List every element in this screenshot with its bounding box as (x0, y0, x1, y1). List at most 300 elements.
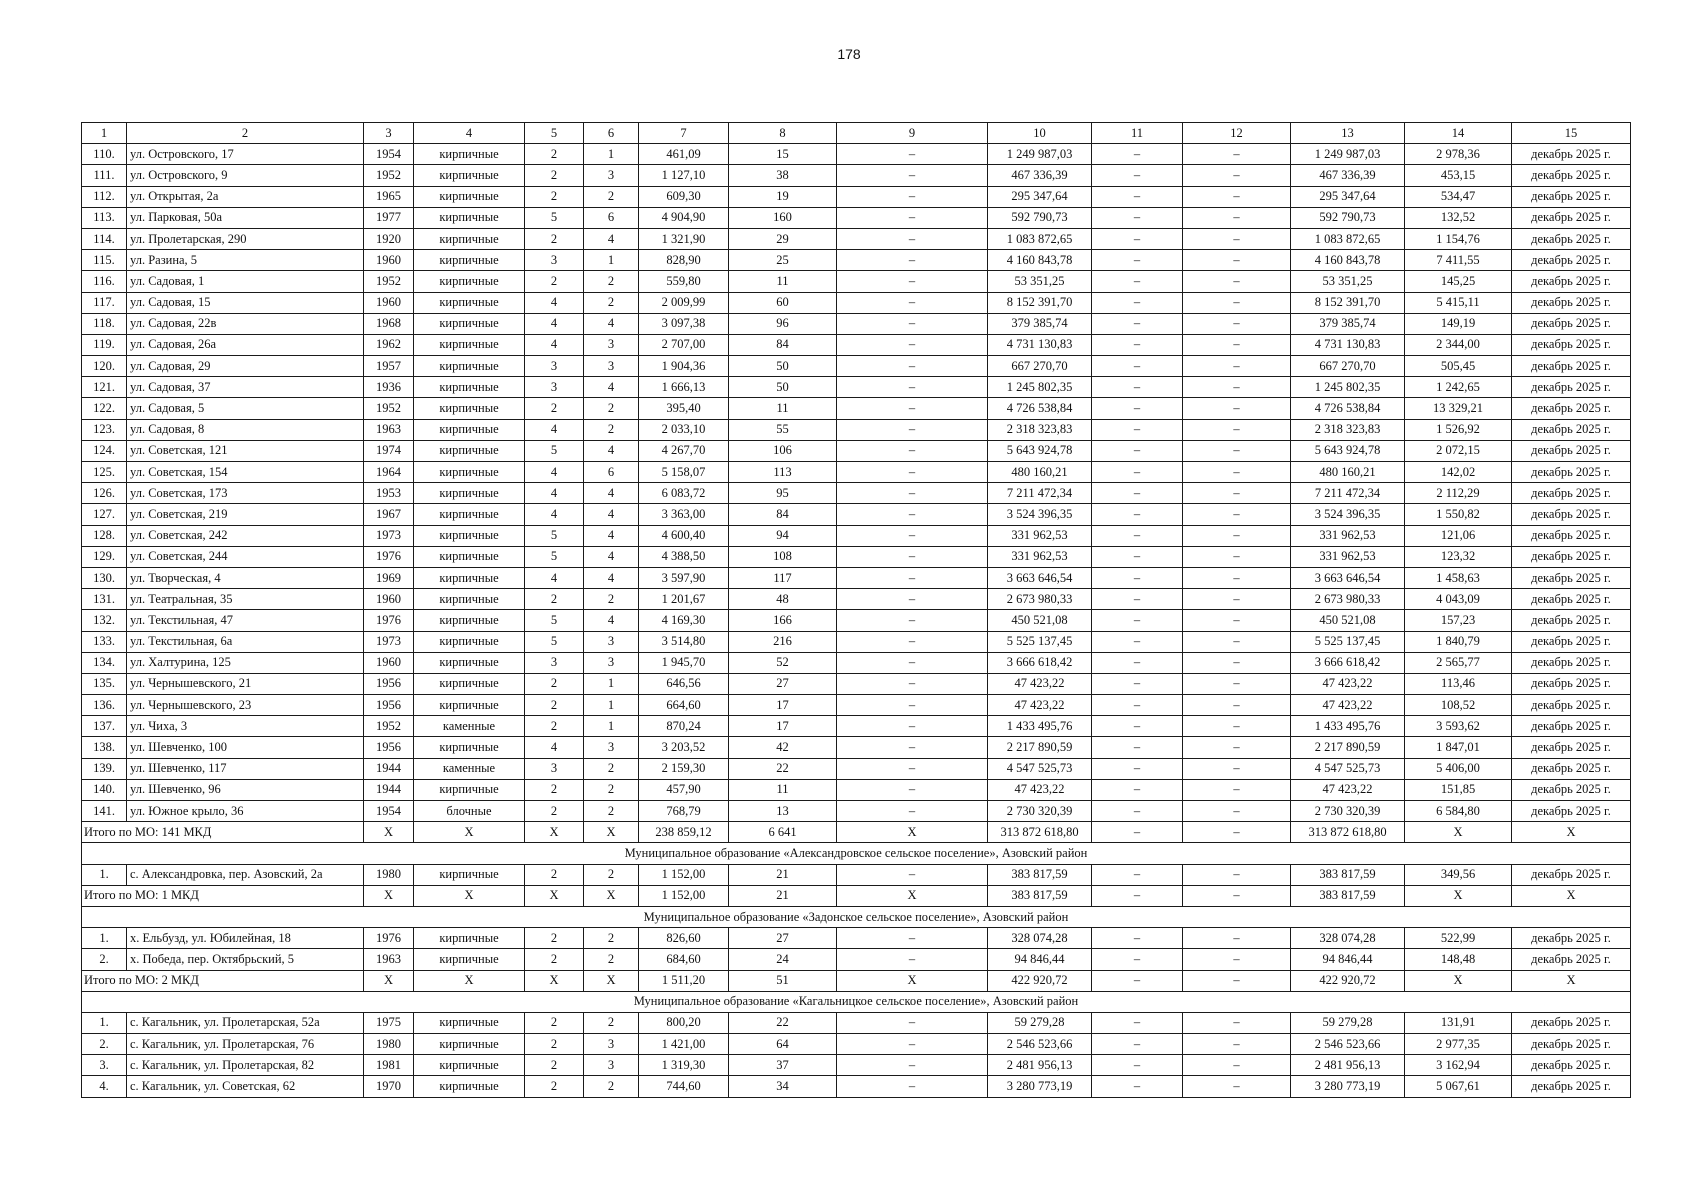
table-cell: – (837, 695, 988, 716)
table-cell: – (1092, 652, 1183, 673)
table-cell: – (1183, 462, 1291, 483)
table-cell: декабрь 2025 г. (1512, 567, 1631, 588)
table-cell: – (1183, 377, 1291, 398)
table-cell: – (1092, 525, 1183, 546)
table-cell: декабрь 2025 г. (1512, 440, 1631, 461)
table-cell: 461,09 (639, 144, 729, 165)
total-cell: X (584, 885, 639, 906)
table-cell: 1 083 872,65 (988, 228, 1092, 249)
table-cell: 38 (729, 165, 837, 186)
row-index: 1. (82, 1012, 127, 1033)
column-number-2: 2 (127, 123, 364, 144)
table-cell: кирпичные (414, 589, 525, 610)
total-cell: X (364, 970, 414, 991)
table-cell: 34 (729, 1076, 837, 1097)
table-cell: 55 (729, 419, 837, 440)
table-cell: 3 666 618,42 (1291, 652, 1405, 673)
table-row (82, 1012, 1631, 1033)
table-cell: кирпичные (414, 419, 525, 440)
table-cell: – (837, 801, 988, 822)
table-cell: 4 731 130,83 (988, 334, 1092, 355)
table-cell: 21 (729, 864, 837, 885)
table-row (82, 864, 1631, 885)
row-index: 1. (82, 864, 127, 885)
table-cell: 1 319,30 (639, 1055, 729, 1076)
table-cell: кирпичные (414, 546, 525, 567)
table-cell: 3 (584, 652, 639, 673)
table-cell: 1954 (364, 801, 414, 822)
row-index: 1. (82, 928, 127, 949)
table-cell: – (1183, 949, 1291, 970)
table-cell: – (1092, 398, 1183, 419)
table-cell: декабрь 2025 г. (1512, 801, 1631, 822)
row-index: 136. (82, 695, 127, 716)
address-cell: ул. Островского, 9 (127, 165, 364, 186)
row-index: 2. (82, 949, 127, 970)
table-cell: декабрь 2025 г. (1512, 292, 1631, 313)
table-cell: – (837, 186, 988, 207)
table-cell: 121,06 (1405, 525, 1512, 546)
table-cell: – (837, 1055, 988, 1076)
table-cell: – (1183, 313, 1291, 334)
table-cell: – (1092, 144, 1183, 165)
table-cell: 1 245 802,35 (988, 377, 1092, 398)
table-cell: 2 481 956,13 (988, 1055, 1092, 1076)
table-cell: 29 (729, 228, 837, 249)
total-cell: 51 (729, 970, 837, 991)
table-cell: 15 (729, 144, 837, 165)
table-cell: – (1092, 419, 1183, 440)
table-cell: 331 962,53 (988, 546, 1092, 567)
row-index: 120. (82, 356, 127, 377)
table-cell: 3 203,52 (639, 737, 729, 758)
table-cell: – (1183, 801, 1291, 822)
table-cell: – (837, 1076, 988, 1097)
table-cell: кирпичные (414, 779, 525, 800)
table-cell: кирпичные (414, 228, 525, 249)
row-index: 135. (82, 673, 127, 694)
table-cell: 2 318 323,83 (1291, 419, 1405, 440)
total-cell: 1 511,20 (639, 970, 729, 991)
table-cell: 2 033,10 (639, 419, 729, 440)
table-cell: 3 663 646,54 (1291, 567, 1405, 588)
table-cell: 37 (729, 1055, 837, 1076)
table-cell: 4 731 130,83 (1291, 334, 1405, 355)
table-row (82, 440, 1631, 461)
table-row (82, 334, 1631, 355)
table-cell: 2 (525, 271, 584, 292)
table-cell: 505,45 (1405, 356, 1512, 377)
address-cell: ул. Разина, 5 (127, 250, 364, 271)
table-cell: – (1092, 165, 1183, 186)
table-cell: 1920 (364, 228, 414, 249)
table-cell: 1952 (364, 271, 414, 292)
total-cell: 21 (729, 885, 837, 906)
row-index: 126. (82, 483, 127, 504)
table-cell: 2 217 890,59 (1291, 737, 1405, 758)
total-cell: X (837, 970, 988, 991)
table-cell: кирпичные (414, 737, 525, 758)
table-cell: кирпичные (414, 144, 525, 165)
section-title: Муниципальное образование «Александровское сельское поселение», Азовский район (82, 843, 1631, 864)
table-cell: 216 (729, 631, 837, 652)
table-cell: 2 (584, 928, 639, 949)
table-cell: 47 423,22 (988, 695, 1092, 716)
address-cell: с. Кагальник, ул. Пролетарская, 76 (127, 1034, 364, 1055)
table-cell: – (1092, 292, 1183, 313)
address-cell: ул. Островского, 17 (127, 144, 364, 165)
table-cell: – (837, 334, 988, 355)
table-cell: – (1183, 398, 1291, 419)
table-cell: 295 347,64 (988, 186, 1092, 207)
row-index: 113. (82, 207, 127, 228)
table-cell: 2 (525, 1012, 584, 1033)
row-index: 133. (82, 631, 127, 652)
table-cell: декабрь 2025 г. (1512, 334, 1631, 355)
table-cell: 1 (584, 695, 639, 716)
table-cell: 1 904,36 (639, 356, 729, 377)
table-cell: 4 726 538,84 (988, 398, 1092, 419)
table-cell: – (1183, 483, 1291, 504)
table-cell: 3 514,80 (639, 631, 729, 652)
address-cell: ул. Советская, 244 (127, 546, 364, 567)
address-cell: ул. Шевченко, 117 (127, 758, 364, 779)
table-cell: 96 (729, 313, 837, 334)
table-cell: 1 154,76 (1405, 228, 1512, 249)
address-cell: х. Победа, пер. Октябрьский, 5 (127, 949, 364, 970)
table-cell: 11 (729, 398, 837, 419)
table-cell: декабрь 2025 г. (1512, 483, 1631, 504)
table-cell: – (1092, 546, 1183, 567)
address-cell: ул. Халтурина, 125 (127, 652, 364, 673)
table-cell: – (1183, 737, 1291, 758)
housing-registry-table (81, 122, 1631, 1098)
table-cell: 4 (525, 504, 584, 525)
table-cell: 11 (729, 271, 837, 292)
table-cell: – (1183, 1055, 1291, 1076)
table-cell: – (837, 779, 988, 800)
table-cell: 3 597,90 (639, 567, 729, 588)
address-cell: с. Кагальник, ул. Пролетарская, 82 (127, 1055, 364, 1076)
table-cell: – (1092, 250, 1183, 271)
table-cell: 149,19 (1405, 313, 1512, 334)
row-index: 117. (82, 292, 127, 313)
table-cell: 2 (525, 1055, 584, 1076)
table-cell: кирпичные (414, 398, 525, 419)
table-row (82, 144, 1631, 165)
table-cell: – (1183, 207, 1291, 228)
table-cell: 667 270,70 (1291, 356, 1405, 377)
table-cell: – (837, 462, 988, 483)
table-cell: 667 270,70 (988, 356, 1092, 377)
table-cell: 2 344,00 (1405, 334, 1512, 355)
table-cell: 331 962,53 (1291, 546, 1405, 567)
table-cell: 1 458,63 (1405, 567, 1512, 588)
table-cell: – (837, 377, 988, 398)
address-cell: ул. Садовая, 5 (127, 398, 364, 419)
table-cell: 1980 (364, 1034, 414, 1055)
table-cell: – (837, 864, 988, 885)
table-cell: 480 160,21 (988, 462, 1092, 483)
table-cell: декабрь 2025 г. (1512, 758, 1631, 779)
table-cell: 3 524 396,35 (1291, 504, 1405, 525)
table-cell: 4 169,30 (639, 610, 729, 631)
table-cell: 4 (584, 546, 639, 567)
total-cell: – (1092, 885, 1183, 906)
table-cell: декабрь 2025 г. (1512, 165, 1631, 186)
table-cell: 4 (584, 525, 639, 546)
table-cell: 108,52 (1405, 695, 1512, 716)
table-row (82, 631, 1631, 652)
address-cell: с. Кагальник, ул. Пролетарская, 52а (127, 1012, 364, 1033)
address-cell: ул. Чиха, 3 (127, 716, 364, 737)
table-cell: декабрь 2025 г. (1512, 250, 1631, 271)
table-cell: 1973 (364, 525, 414, 546)
table-cell: 2 159,30 (639, 758, 729, 779)
table-cell: декабрь 2025 г. (1512, 228, 1631, 249)
table-cell: – (1183, 504, 1291, 525)
table-cell: 744,60 (639, 1076, 729, 1097)
table-cell: 664,60 (639, 695, 729, 716)
table-row (82, 716, 1631, 737)
address-cell: ул. Текстильная, 6а (127, 631, 364, 652)
table-cell: 2 565,77 (1405, 652, 1512, 673)
table-cell: 1 (584, 144, 639, 165)
table-cell: кирпичные (414, 673, 525, 694)
table-row (82, 228, 1631, 249)
table-cell: 379 385,74 (988, 313, 1092, 334)
table-cell: 1 201,67 (639, 589, 729, 610)
table-cell: – (837, 567, 988, 588)
total-cell: – (1092, 822, 1183, 843)
table-cell: кирпичные (414, 1076, 525, 1097)
table-cell: – (1092, 1012, 1183, 1033)
table-cell: 331 962,53 (988, 525, 1092, 546)
address-cell: ул. Южное крыло, 36 (127, 801, 364, 822)
table-cell: – (1092, 779, 1183, 800)
table-row (82, 250, 1631, 271)
table-row (82, 546, 1631, 567)
table-cell: декабрь 2025 г. (1512, 631, 1631, 652)
table-cell: 2 (525, 949, 584, 970)
table-cell: 5 525 137,45 (988, 631, 1092, 652)
table-cell: 1957 (364, 356, 414, 377)
table-cell: кирпичные (414, 1034, 525, 1055)
table-cell: – (1092, 356, 1183, 377)
table-cell: 2 (584, 186, 639, 207)
table-cell: 5 643 924,78 (988, 440, 1092, 461)
address-cell: ул. Советская, 173 (127, 483, 364, 504)
table-cell: 4 (584, 377, 639, 398)
table-cell: 3 162,94 (1405, 1055, 1512, 1076)
total-cell: X (364, 885, 414, 906)
table-cell: 480 160,21 (1291, 462, 1405, 483)
table-cell: кирпичные (414, 334, 525, 355)
table-cell: декабрь 2025 г. (1512, 207, 1631, 228)
table-cell: 60 (729, 292, 837, 313)
row-index: 3. (82, 1055, 127, 1076)
row-index: 128. (82, 525, 127, 546)
row-index: 121. (82, 377, 127, 398)
table-cell: 2 (525, 716, 584, 737)
table-cell: декабрь 2025 г. (1512, 419, 1631, 440)
row-index: 138. (82, 737, 127, 758)
address-cell: с. Кагальник, ул. Советская, 62 (127, 1076, 364, 1097)
address-cell: ул. Шевченко, 100 (127, 737, 364, 758)
address-cell: х. Ельбузд, ул. Юбилейная, 18 (127, 928, 364, 949)
table-cell: 450 521,08 (988, 610, 1092, 631)
table-cell: кирпичные (414, 1055, 525, 1076)
table-cell: 1944 (364, 758, 414, 779)
row-index: 111. (82, 165, 127, 186)
total-row (82, 970, 1631, 991)
table-row (82, 567, 1631, 588)
table-cell: 84 (729, 334, 837, 355)
table-cell: 106 (729, 440, 837, 461)
table-cell: – (1092, 1055, 1183, 1076)
table-cell: 1980 (364, 864, 414, 885)
table-cell: 592 790,73 (1291, 207, 1405, 228)
table-cell: 4 160 843,78 (1291, 250, 1405, 271)
table-cell: 453,15 (1405, 165, 1512, 186)
table-cell: кирпичные (414, 186, 525, 207)
table-cell: 5 (525, 207, 584, 228)
total-cell: – (1183, 885, 1291, 906)
table-row (82, 949, 1631, 970)
table-row (82, 1055, 1631, 1076)
table-cell: – (1092, 758, 1183, 779)
address-cell: ул. Садовая, 15 (127, 292, 364, 313)
address-cell: ул. Советская, 242 (127, 525, 364, 546)
table-cell: 1976 (364, 610, 414, 631)
table-cell: 2 481 956,13 (1291, 1055, 1405, 1076)
table-cell: 684,60 (639, 949, 729, 970)
column-number-9: 9 (837, 123, 988, 144)
table-cell: 19 (729, 186, 837, 207)
table-cell: 3 (525, 758, 584, 779)
table-row (82, 928, 1631, 949)
table-cell: – (837, 483, 988, 504)
table-cell: 592 790,73 (988, 207, 1092, 228)
table-cell: кирпичные (414, 525, 525, 546)
row-index: 119. (82, 334, 127, 355)
table-cell: 47 423,22 (1291, 779, 1405, 800)
table-cell: каменные (414, 716, 525, 737)
table-row (82, 525, 1631, 546)
table-cell: – (1183, 271, 1291, 292)
table-cell: – (837, 525, 988, 546)
table-cell: 4 388,50 (639, 546, 729, 567)
table-row (82, 419, 1631, 440)
total-cell: 1 152,00 (639, 885, 729, 906)
table-cell: – (1183, 165, 1291, 186)
table-cell: кирпичные (414, 949, 525, 970)
table-cell: 50 (729, 377, 837, 398)
table-cell: – (1183, 567, 1291, 588)
table-cell: – (1092, 483, 1183, 504)
table-cell: 1 666,13 (639, 377, 729, 398)
table-cell: 4 (525, 567, 584, 588)
table-cell: 4 (584, 610, 639, 631)
table-cell: 5 (525, 440, 584, 461)
table-cell: 160 (729, 207, 837, 228)
table-cell: декабрь 2025 г. (1512, 186, 1631, 207)
table-cell: – (837, 419, 988, 440)
total-cell: X (1512, 885, 1631, 906)
table-cell: кирпичные (414, 207, 525, 228)
table-cell: 27 (729, 673, 837, 694)
address-cell: ул. Садовая, 37 (127, 377, 364, 398)
table-cell: 4 726 538,84 (1291, 398, 1405, 419)
address-cell: ул. Текстильная, 47 (127, 610, 364, 631)
row-index: 110. (82, 144, 127, 165)
table-cell: – (837, 398, 988, 419)
table-cell: – (837, 504, 988, 525)
table-cell: 559,80 (639, 271, 729, 292)
table-cell: – (1183, 928, 1291, 949)
table-row (82, 1076, 1631, 1097)
table-cell: 48 (729, 589, 837, 610)
table-cell: 1960 (364, 250, 414, 271)
table-cell: 2 072,15 (1405, 440, 1512, 461)
table-cell: – (837, 165, 988, 186)
table-cell: 17 (729, 716, 837, 737)
table-cell: 4 160 843,78 (988, 250, 1092, 271)
table-cell: 1976 (364, 928, 414, 949)
address-cell: ул. Советская, 219 (127, 504, 364, 525)
table-cell: 2 (525, 695, 584, 716)
address-cell: ул. Чернышевского, 21 (127, 673, 364, 694)
table-cell: 1965 (364, 186, 414, 207)
row-index: 116. (82, 271, 127, 292)
address-cell: ул. Шевченко, 96 (127, 779, 364, 800)
table-cell: 3 (584, 1055, 639, 1076)
table-cell: 2 673 980,33 (1291, 589, 1405, 610)
table-row (82, 165, 1631, 186)
table-cell: 59 279,28 (1291, 1012, 1405, 1033)
table-cell: – (837, 673, 988, 694)
section-title: Муниципальное образование «Задонское сельское поселение», Азовский район (82, 906, 1631, 927)
table-cell: 609,30 (639, 186, 729, 207)
table-cell: – (837, 928, 988, 949)
table-cell: – (1183, 334, 1291, 355)
table-cell: – (837, 250, 988, 271)
table-cell: – (1183, 250, 1291, 271)
table-cell: 53 351,25 (988, 271, 1092, 292)
table-cell: – (1183, 695, 1291, 716)
table-cell: 5 067,61 (1405, 1076, 1512, 1097)
table-cell: 2 (584, 949, 639, 970)
row-index: 132. (82, 610, 127, 631)
table-cell: 3 (584, 631, 639, 652)
table-cell: 1 249 987,03 (1291, 144, 1405, 165)
table-cell: декабрь 2025 г. (1512, 398, 1631, 419)
table-cell: – (1092, 610, 1183, 631)
table-cell: 1 945,70 (639, 652, 729, 673)
column-number-3: 3 (364, 123, 414, 144)
table-cell: 1963 (364, 949, 414, 970)
table-cell: 349,56 (1405, 864, 1512, 885)
total-cell: 313 872 618,80 (1291, 822, 1405, 843)
address-cell: ул. Парковая, 50а (127, 207, 364, 228)
address-cell: ул. Садовая, 8 (127, 419, 364, 440)
table-cell: 52 (729, 652, 837, 673)
table-cell: – (1183, 652, 1291, 673)
table-cell: 328 074,28 (988, 928, 1092, 949)
table-row (82, 801, 1631, 822)
row-index: 134. (82, 652, 127, 673)
table-row (82, 589, 1631, 610)
